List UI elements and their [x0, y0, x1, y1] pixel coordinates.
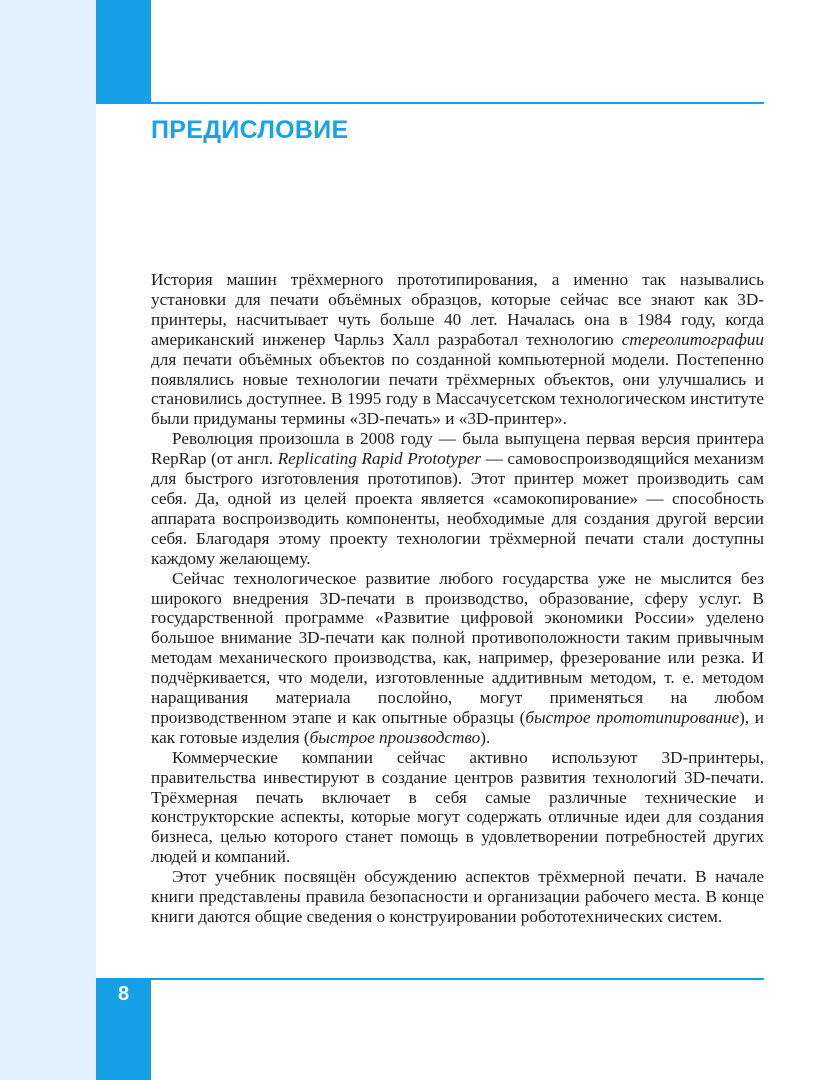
paragraph-1-emphasis: стереолитографии	[621, 329, 764, 349]
paragraph-3-emphasis-1: быстрое прототипирование	[525, 707, 740, 727]
paragraph-5: Этот учебник посвящён обсуждению аспектов трёхмерной печати. В начале книги представлены правила безопасности и организации рабочего места. В конце книги даются общие сведения о конструировании робототехнических систем.	[151, 867, 764, 926]
left-margin-strip	[0, 0, 96, 1080]
header-color-block	[96, 0, 151, 104]
paragraph-3-text-a: Сейчас технологическое развитие любого государства уже не мыслится без широкого внедрения 3D-печати в производство, образование, сферу услуг. В государственной программе «Развитие цифровой экономики России» уделено большое внимание 3D-печати как полной противоположности таким привычным методам механического производства, как, например, фрезерование или резка. И подчёркивается, что модели, изготовленные аддитивным методом, т. е. методом наращивания материала послойно, могут применяться на любом производственном этапе и как опытные образцы (	[151, 568, 764, 727]
paragraph-4: Коммерческие компании сейчас активно используют 3D-принтеры, правительства инвестируют в создание центров развития технологий 3D-печати. Трёхмерная печать включает в себя самые различные технические и конструкторские аспекты, которые могут содержать отличные идеи для создания бизнеса, целью которого станет помощь в удовлетворении потребностей других людей и компаний.	[151, 747, 764, 867]
header-rule	[151, 102, 764, 104]
paragraph-3-emphasis-2: быстрое производство	[309, 727, 481, 747]
paragraph-3	[151, 569, 764, 748]
page-number: 8	[117, 983, 130, 1005]
paragraph-1-text-a: История машин трёхмерного прототипирования, а именно так назывались установки для печати объёмных образцов, которые сейчас все знают как 3D-принтеры, насчитывает чуть больше 40 лет. Началась она в 1984 году, когда американский инженер Чарльз Халл разработал технологию	[151, 270, 764, 349]
paragraph-2-emphasis: Replicating Rapid Prototyper	[277, 449, 482, 469]
page-title: ПРЕДИСЛОВИЕ	[151, 116, 349, 144]
paragraph-3-text-b: ), и как готовые изделия (	[151, 707, 764, 747]
paragraph-1	[151, 270, 764, 429]
paragraph-3-text-c: ).	[480, 727, 491, 747]
body-text	[151, 270, 764, 927]
paragraph-1-text-b: для печати объёмных объектов по созданной компьютерной модели. Постепенно появлялись новые технологии печати трёхмерных объектов, они улучшались и становились доступнее. В 1995 году в Массачусетском технологическом институте были придуманы термины «3D-печать» и «3D-принтер».	[151, 349, 764, 429]
paragraph-2-text-a: Революция произошла в 2008 году — была выпущена первая версия принтера RepRap (от англ.	[151, 429, 764, 469]
paragraph-2	[151, 429, 764, 568]
footer-rule	[151, 978, 764, 980]
paragraph-2-text-b: — самовоспроизводящийся механизм для быстрого изготовления прототипов). Этот принтер может производить сам себя. Да, одной из целей проекта является «самокопирование» — способность аппарата воспроизводить компоненты, необходимые для создания другой версии себя. Благодаря этому проекту технологии трёхмерной печати стали доступны каждому желающему.	[151, 449, 765, 568]
